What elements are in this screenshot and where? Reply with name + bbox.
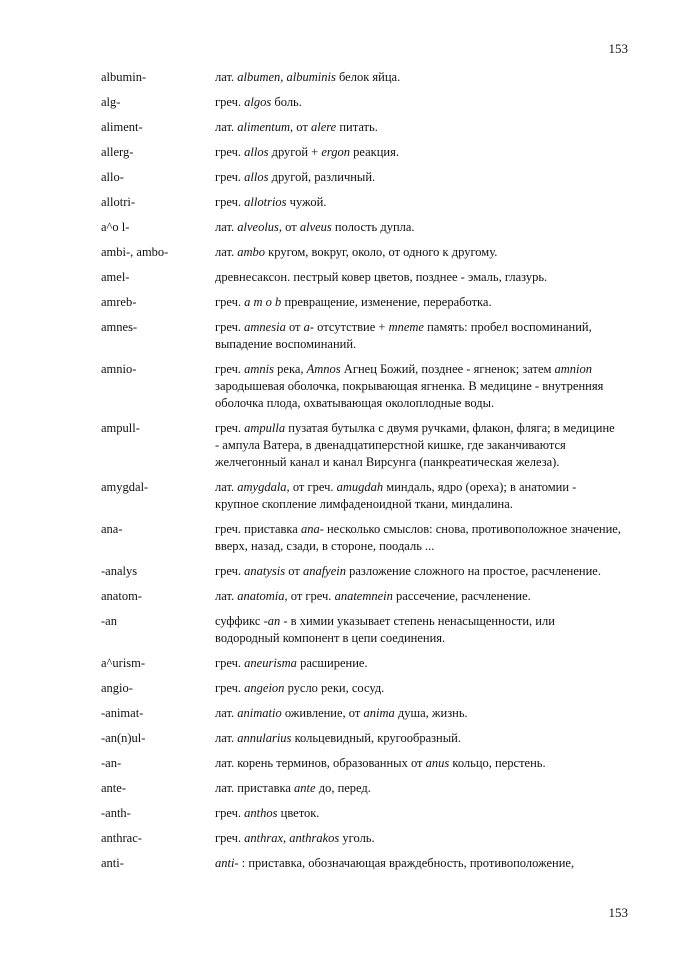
entry-definition: греч. amnis река, Amnos Агнец Божий, позднее - ягненок; затем amnion зародышевая оболочка, покрывающая ягненка. В медицине - внутренняя оболочка плода, охватывающая околоплодные воды. xyxy=(215,362,604,410)
entry-term: allotri- xyxy=(101,195,136,209)
dictionary-entry xyxy=(101,655,621,672)
dictionary-entry xyxy=(101,613,621,647)
entry-definition: греч. allos другой + ergon реакция. xyxy=(215,145,399,159)
dictionary-entry xyxy=(101,294,621,311)
entry-term: amel- xyxy=(101,270,130,284)
dictionary-entry xyxy=(101,780,621,797)
dictionary-entry xyxy=(101,830,621,847)
entry-definition: греч. anatysis от anafyein разложение сложного на простое, расчленение. xyxy=(215,564,601,578)
dictionary-entry xyxy=(101,705,621,722)
dictionary-entry xyxy=(101,755,621,772)
entry-term: alg- xyxy=(101,95,121,109)
dictionary-entry xyxy=(101,269,621,286)
dictionary-entry xyxy=(101,805,621,822)
entry-term: amnio- xyxy=(101,362,137,376)
dictionary-entry xyxy=(101,680,621,697)
dictionary-entry xyxy=(101,361,621,412)
entry-term: anti- xyxy=(101,856,124,870)
entry-term: albumin- xyxy=(101,70,147,84)
dictionary-entry xyxy=(101,244,621,261)
dictionary-entry xyxy=(101,119,621,136)
entry-term: a^o l- xyxy=(101,220,130,234)
page-number-bottom: 153 xyxy=(608,905,628,920)
entry-definition: греч. a m o b превращение, изменение, переработка. xyxy=(215,295,492,309)
entry-definition: лат. animatio оживление, от anima душа, жизнь. xyxy=(215,706,468,720)
entry-term: amygdal- xyxy=(101,480,149,494)
entry-definition: греч. anthrax, anthrakos уголь. xyxy=(215,831,375,845)
entry-term: -an(n)ul- xyxy=(101,731,146,745)
entry-term: angio- xyxy=(101,681,133,695)
entry-definition: лат. annularius кольцевидный, кругообразный. xyxy=(215,731,461,745)
entry-definition: греч. amnesia от a- отсутствие + mnеme память: пробел воспоминаний, выпадение воспоминаний. xyxy=(215,320,592,351)
dictionary-entry xyxy=(101,94,621,111)
entry-term: ana- xyxy=(101,522,123,536)
entry-term: ampull- xyxy=(101,421,140,435)
entry-definition: греч. allos другой, различный. xyxy=(215,170,376,184)
dictionary-entry xyxy=(101,521,621,555)
entry-term: anatom- xyxy=(101,589,142,603)
entry-definition: лат. albumen, albuminis белок яйца. xyxy=(215,70,401,84)
entry-term: -animat- xyxy=(101,706,144,720)
dictionary-entry xyxy=(101,169,621,186)
entry-term: -an- xyxy=(101,756,122,770)
entry-term: -an xyxy=(101,614,117,628)
entry-definition: лат. amygdala, от греч. amugdah миндаль, ядро (ореха); в анатомии - крупное скопление лимфаденоидной ткани, миндалина. xyxy=(215,480,577,511)
entry-definition: греч. ampulla пузатая бутылка с двумя ручками, флакон, фляга; в медицине - ампула Ватера, в двенадцатиперстной кишке, где заканчиваются желчегонный канал и канал Вирсунга (панкреатическая железа). xyxy=(215,421,615,469)
dictionary-entries xyxy=(101,69,621,880)
entry-definition: греч. angeion русло реки, сосуд. xyxy=(215,681,385,695)
entry-definition: суффикс -an - в химии указывает степень ненасыщенности, или водородный компонент в цепи соединения. xyxy=(215,614,555,645)
entry-definition: греч. anthos цветок. xyxy=(215,806,320,820)
entry-term: -anth- xyxy=(101,806,131,820)
dictionary-entry xyxy=(101,219,621,236)
dictionary-entry xyxy=(101,588,621,605)
entry-definition: anti- : приставка, обозначающая враждебность, противоположение, xyxy=(215,856,575,870)
entry-term: amnes- xyxy=(101,320,138,334)
entry-term: anthrac- xyxy=(101,831,142,845)
entry-term: ambi-, ambo- xyxy=(101,245,169,259)
entry-definition: лат. ambo кругом, вокруг, около, от одного к другому. xyxy=(215,245,498,259)
dictionary-entry xyxy=(101,69,621,86)
entry-definition: лат. корень терминов, образованных от anus кольцо, перстень. xyxy=(215,756,546,770)
entry-term: -analys xyxy=(101,564,138,578)
entry-term: aliment- xyxy=(101,120,143,134)
entry-term: allerg- xyxy=(101,145,134,159)
entry-definition: греч. aneurisma расширение. xyxy=(215,656,368,670)
entry-definition: греч. algos боль. xyxy=(215,95,302,109)
page-number-top: 153 xyxy=(608,41,628,56)
entry-definition: лат. приставка ante до, перед. xyxy=(215,781,371,795)
entry-definition: греч. allotrios чужой. xyxy=(215,195,327,209)
entry-definition: лат. anatomia, от греч. anatemnein рассечение, расчленение. xyxy=(215,589,531,603)
entry-definition: древнесаксон. пестрый ковер цветов, позднее - эмаль, глазурь. xyxy=(215,270,548,284)
dictionary-entry xyxy=(101,730,621,747)
entry-term: allo- xyxy=(101,170,124,184)
entry-term: a^urism- xyxy=(101,656,146,670)
entry-term: amreb- xyxy=(101,295,137,309)
entry-definition: лат. alveolus, от alveus полость дупла. xyxy=(215,220,415,234)
dictionary-entry xyxy=(101,479,621,513)
dictionary-entry xyxy=(101,855,621,872)
dictionary-entry xyxy=(101,420,621,471)
entry-term: ante- xyxy=(101,781,126,795)
dictionary-entry xyxy=(101,319,621,353)
dictionary-entry xyxy=(101,563,621,580)
entry-definition: греч. приставка ana- несколько смыслов: снова, противоположное значение, вверх, назад, сзади, в стороне, поодаль ... xyxy=(215,522,621,553)
dictionary-entry xyxy=(101,144,621,161)
dictionary-entry xyxy=(101,194,621,211)
entry-definition: лат. alimentum, от alere питать. xyxy=(215,120,378,134)
